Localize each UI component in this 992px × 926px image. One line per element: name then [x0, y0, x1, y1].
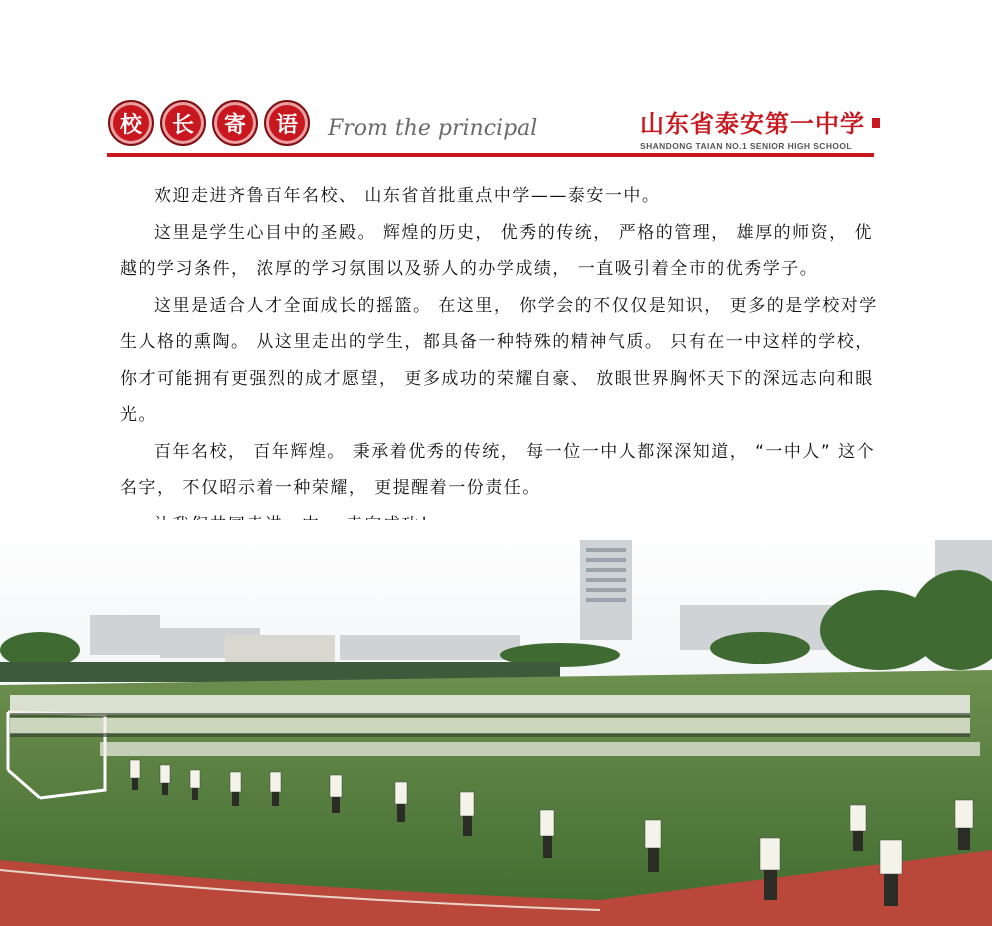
message-paragraph: 这里是适合人才全面成长的摇篮。 在这里， 你学会的不仅仅是知识， 更多的是学校对学生人格的熏陶。 从这里走出的学生，都具备一种特殊的精神气质。 只有在一中这样的学校， 你才可能拥有更强烈的成才愿望， 更多成功的荣耀自豪、 放眼世界胸怀天下的深远志向和眼光。 [120, 295, 878, 425]
message-paragraph: 百年名校， 百年辉煌。 秉承着优秀的传统， 每一位一中人都深深知道， “一中人” 这个名字， 不仅昭示着一种荣耀， 更提醒着一份责任。 [120, 441, 876, 498]
page-header [0, 0, 992, 170]
school-logo [640, 104, 886, 151]
message-paragraph: 这里是学生心目中的圣殿。 辉煌的历史， 优秀的传统， 严格的管理， 雄厚的师资， 优越的学习条件， 浓厚的学习氛围以及骄人的办学成绩， 一直吸引着全市的优秀学子。 [120, 222, 874, 279]
campus-assembly-photo [0, 520, 992, 926]
seal-icon [872, 118, 880, 128]
section-subtitle: From the principal [328, 116, 538, 141]
principal-message [120, 178, 882, 543]
title-badges [108, 100, 310, 146]
school-name-en: SHANDONG TAIAN NO.1 SENIOR HIGH SCHOOL [640, 141, 852, 151]
message-paragraph: 欢迎走进齐鲁百年名校、 山东省首批重点中学——泰安一中。 [154, 186, 661, 206]
school-name-cn: 山东省泰安第一中学 [640, 109, 865, 138]
title-badge: 校 [108, 100, 154, 146]
title-badge: 长 [160, 100, 206, 146]
header-divider [107, 153, 874, 157]
title-badge: 语 [264, 100, 310, 146]
title-badge: 寄 [212, 100, 258, 146]
